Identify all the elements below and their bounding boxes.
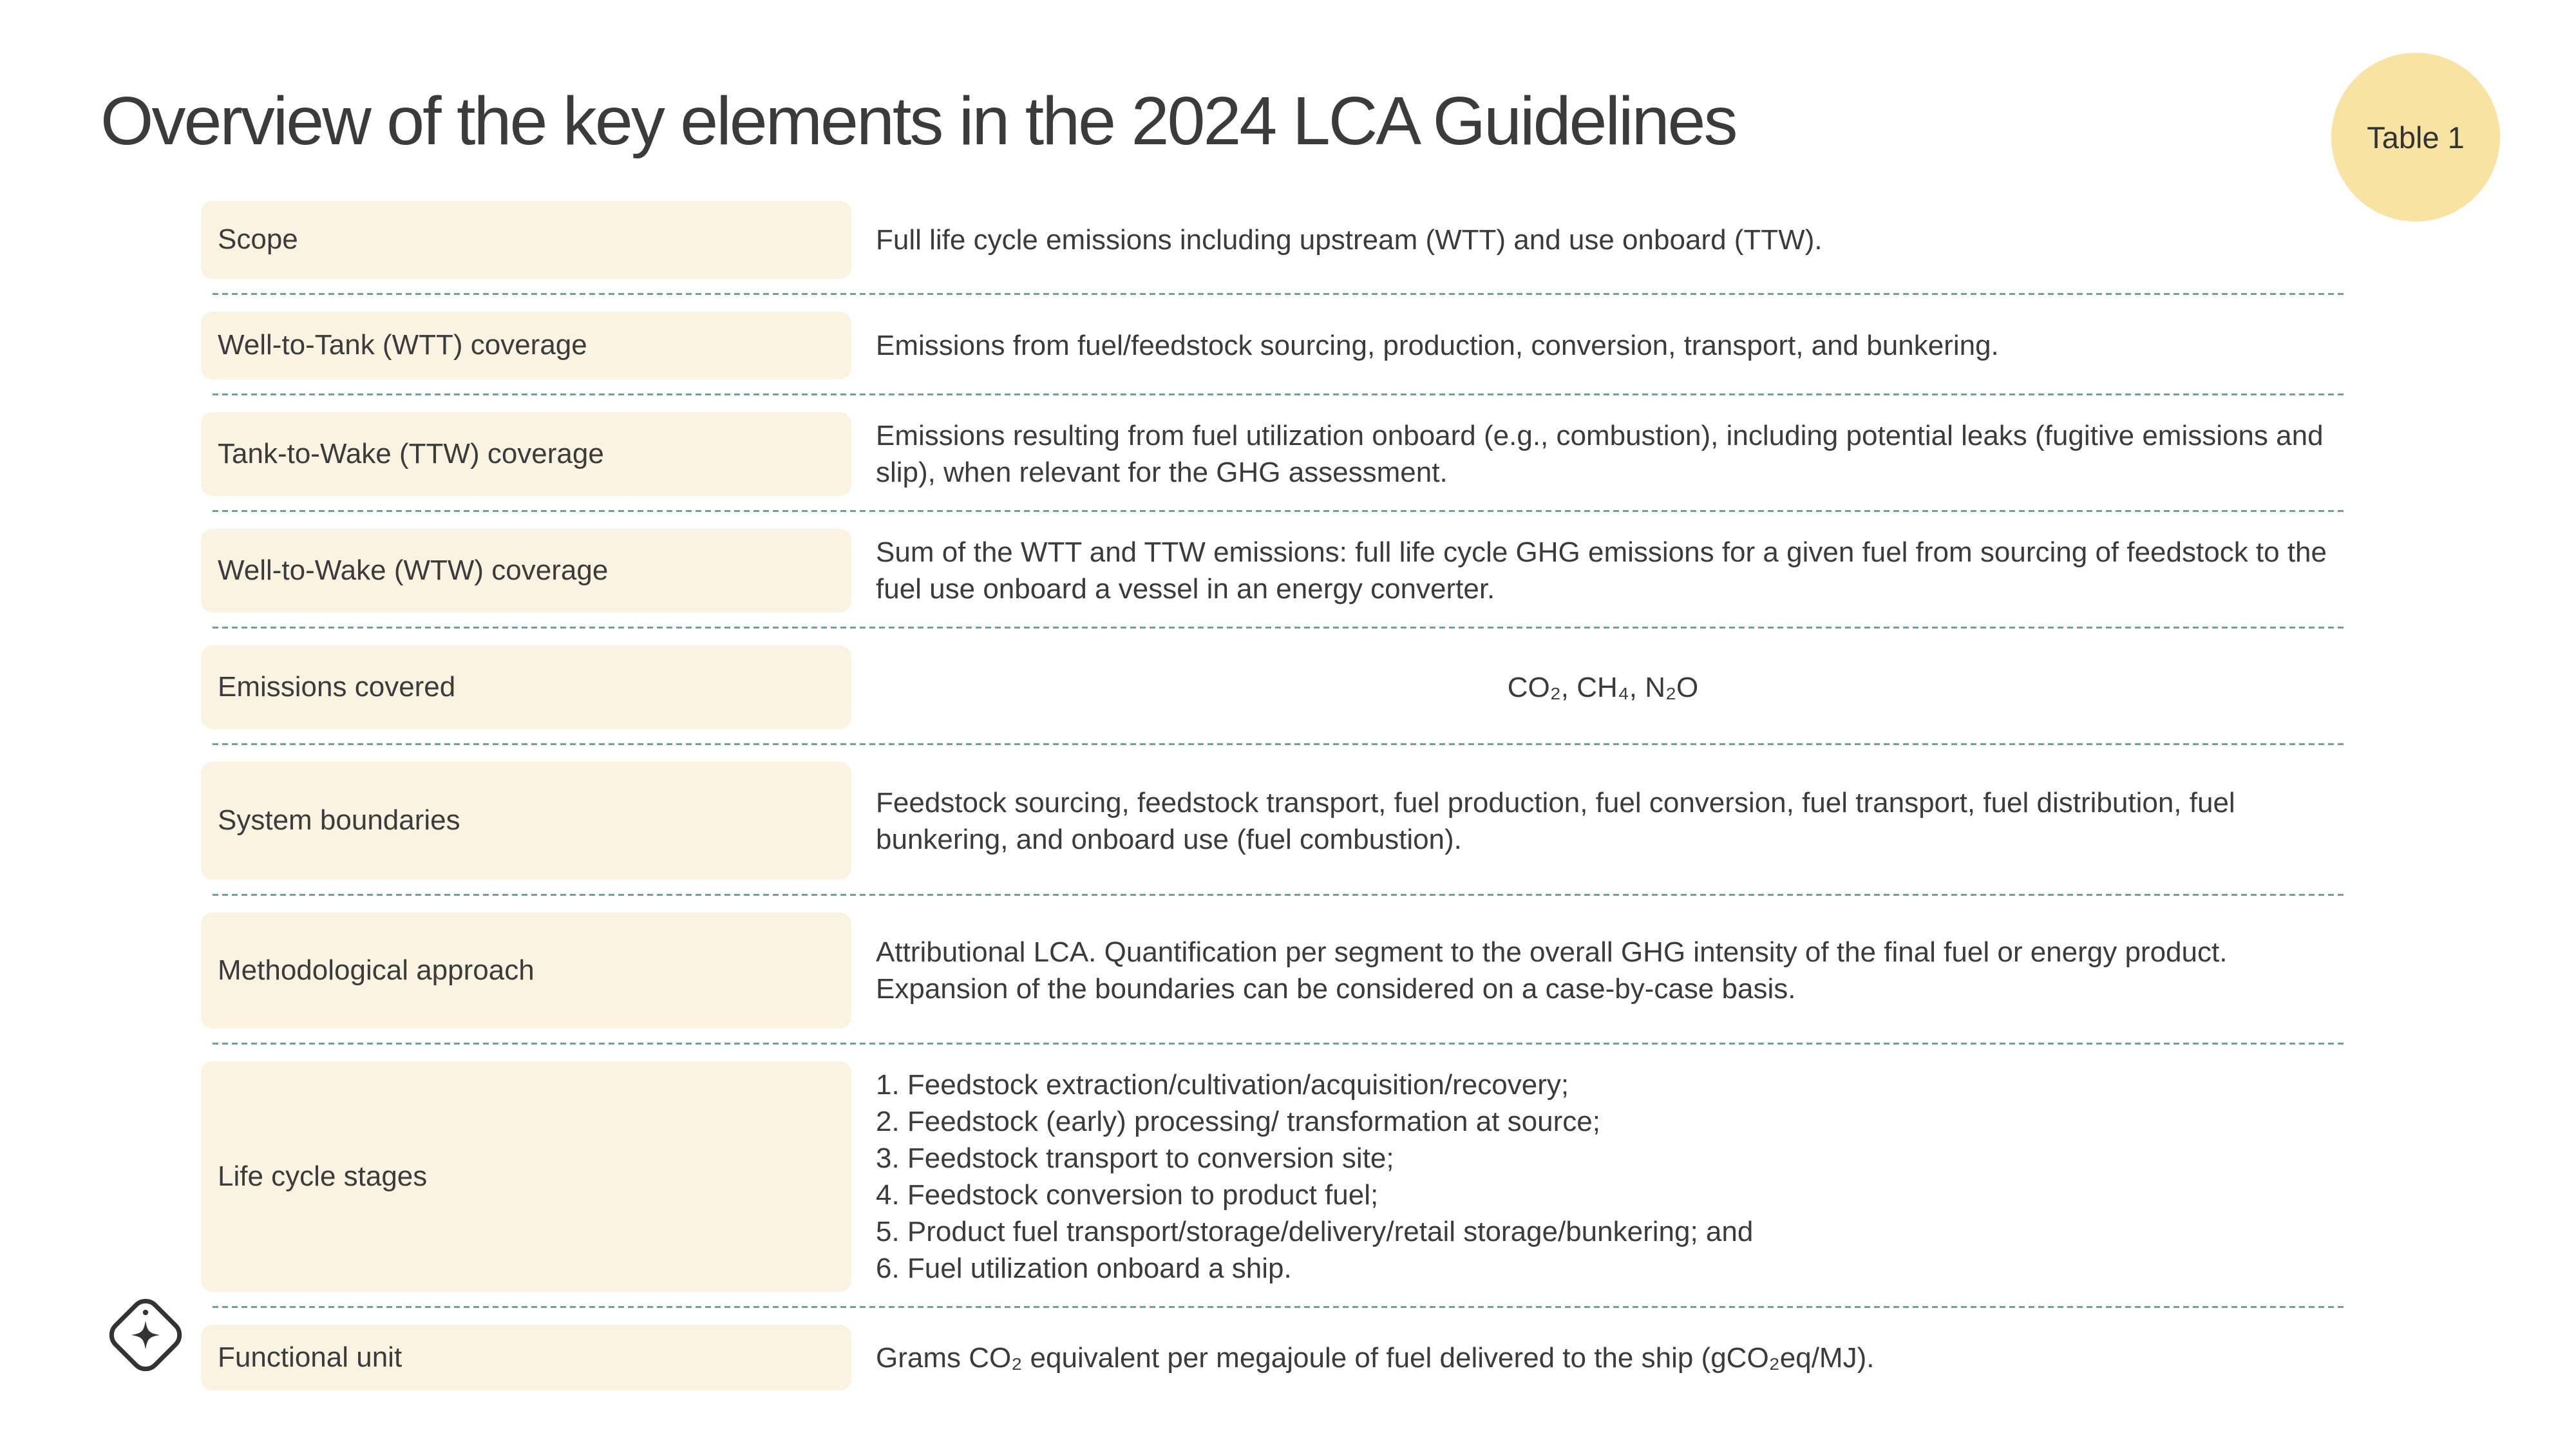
table-row-emissions-covered (201, 645, 2344, 729)
row-label: Well-to-Tank (WTT) coverage (218, 329, 587, 361)
table-row-methodological-approach (201, 913, 2344, 1028)
row-label-box (201, 1061, 851, 1292)
table-row-scope (201, 201, 2344, 279)
row-label-box (201, 645, 851, 729)
row-value: Emissions from fuel/feedstock sourcing, production, conversion, transport, and bunkering. (876, 330, 1999, 361)
table-row-wtt-coverage (201, 312, 2344, 379)
row-label-box (201, 201, 851, 279)
table-row-functional-unit (201, 1325, 2344, 1390)
table-row-wtw-coverage (201, 529, 2344, 612)
row-label: Methodological approach (218, 954, 535, 986)
lca-guidelines-table (201, 201, 2344, 1390)
row-label: Tank-to-Wake (TTW) coverage (218, 437, 604, 469)
row-label: Life cycle stages (218, 1160, 428, 1192)
row-value: Grams CO₂ equivalent per megajoule of fuel delivered to the ship (gCO₂eq/MJ). (876, 1341, 1875, 1374)
row-label-box (201, 529, 851, 612)
row-label-box (201, 913, 851, 1028)
row-label-box (201, 412, 851, 496)
stage-line: 6. Fuel utilization onboard a ship. (876, 1253, 1292, 1284)
row-value: Sum of the WTT and TTW emissions: full life cycle GHG emissions for a given fuel from sourcing of feedstock to the fuel use onboard a vessel in an energy converter. (876, 536, 2327, 605)
row-label: Scope (218, 223, 298, 256)
row-label-box (201, 762, 851, 880)
row-separator (213, 1306, 2344, 1308)
row-label: Emissions covered (218, 670, 456, 703)
row-label: Well-to-Wake (WTW) coverage (218, 554, 609, 586)
stage-line: 1. Feedstock extraction/cultivation/acquisition/recovery; (876, 1069, 1569, 1101)
row-label: System boundaries (218, 804, 460, 837)
stage-line: 5. Product fuel transport/storage/delivery/retail storage/bunkering; and (876, 1216, 1754, 1247)
row-value: Feedstock sourcing, feedstock transport, fuel production, fuel conversion, fuel transport, fuel distribution, fuel bunkering, and onboard use (fuel combustion). (876, 786, 2235, 855)
row-value: Emissions resulting from fuel utilization onboard (e.g., combustion), including potential leaks (fugitive emissions and slip), when relevant for the GHG assessment. (876, 420, 2324, 488)
row-label-box (201, 312, 851, 379)
page-title: Overview of the key elements in the 2024 LCA Guidelines (100, 83, 1736, 159)
table-number-badge (2331, 53, 2500, 222)
table-row-life-cycle-stages (201, 1061, 2344, 1292)
stage-line: 3. Feedstock transport to conversion site; (876, 1142, 1394, 1174)
row-value (851, 1061, 2344, 1292)
row-separator (213, 393, 2344, 395)
stage-line: 2. Feedstock (early) processing/ transformation at source; (876, 1106, 1600, 1137)
table-row-ttw-coverage (201, 412, 2344, 496)
row-value: CO₂, CH₄, N₂O (1507, 671, 1699, 703)
row-value: Attributional LCA. Quantification per segment to the overall GHG intensity of the final fuel or energy product. Expansion of the boundaries can be considered on a case-by-case basis. (876, 936, 2228, 1005)
row-label: Functional unit (218, 1341, 402, 1373)
row-separator (213, 894, 2344, 896)
row-separator (213, 510, 2344, 512)
stage-line: 4. Feedstock conversion to product fuel; (876, 1179, 1379, 1211)
table-number-label: Table 1 (2367, 120, 2465, 155)
sparkle-diamond-icon (100, 1290, 191, 1380)
table-row-system-boundaries (201, 762, 2344, 880)
row-separator (213, 293, 2344, 295)
row-value: Full life cycle emissions including upstream (WTT) and use onboard (TTW). (876, 224, 1823, 256)
row-separator (213, 627, 2344, 629)
row-label-box (201, 1325, 851, 1390)
row-separator (213, 743, 2344, 745)
row-separator (213, 1043, 2344, 1045)
